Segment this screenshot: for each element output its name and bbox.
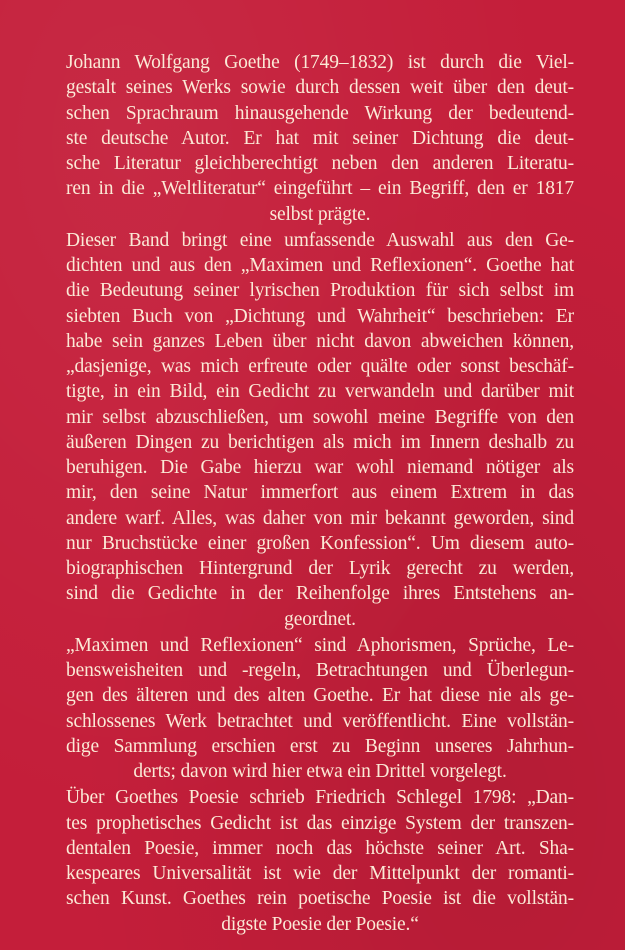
text-line: ren in die „Weltliteratur“ eingeführt – ein Begriff, den er 1817 — [66, 178, 574, 200]
text-line: sind die Gedichte in der Reihenfolge ihres Entstehens an- — [66, 583, 574, 605]
text-line: schen Kunst. Goethes rein poetische Poesie ist die vollstän- — [66, 888, 574, 910]
text-line: äußeren Dingen zu berichtigen als mich im Innern deshalb zu — [66, 431, 574, 453]
text-line: Johann Wolfgang Goethe (1749–1832) ist durch die Viel- — [66, 52, 574, 73]
text-line: selbst prägte. — [269, 203, 371, 225]
text-line: bensweisheiten und -regeln, Betrachtungen und Überlegun- — [66, 660, 574, 681]
text-line: tigte, in ein Bild, ein Gedicht zu verwandeln und darüber mit — [66, 381, 574, 403]
text-line: sche Literatur gleichberechtigt neben den anderen Literatu- — [66, 153, 574, 174]
text-line: Über Goethes Poesie schrieb Friedrich Schlegel 1798: „Dan- — [66, 787, 574, 809]
text-line: gen des älteren und des alten Goethe. Er hat diese nie als ge- — [66, 685, 574, 707]
text-line: geordnet. — [284, 608, 356, 630]
text-line: tes prophetisches Gedicht ist das einzige System der transzen- — [66, 812, 574, 834]
text-line: dichten und aus den „Maximen und Reflexionen“. Goethe hat — [66, 255, 574, 276]
paragraph-schlegel-quote — [66, 785, 574, 937]
text-line: mir selbst abzuschließen, um sowohl meine Begriffe von den — [66, 406, 574, 428]
text-line: dentalen Poesie, immer noch das höchste seiner Art. Sha- — [66, 837, 574, 859]
text-line: andere warf. Alles, was daher von mir bekannt geworden, sind — [66, 507, 574, 529]
text-line: ste deutsche Autor. Er hat mit seiner Dichtung die deut- — [66, 127, 574, 149]
back-cover-text — [66, 50, 574, 937]
text-line: digste Poesie der Poesie.“ — [221, 913, 419, 935]
text-line: gestalt seines Werks sowie durch dessen weit über den deut- — [66, 77, 574, 99]
text-line: biographischen Hintergrund der Lyrik gerecht zu werden, — [66, 558, 574, 579]
paragraph-selection — [66, 228, 574, 632]
text-line: Dieser Band bringt eine umfassende Auswahl aus den Ge- — [66, 229, 574, 251]
text-line: dige Sammlung erschien erst zu Beginn unseres Jahrhun- — [66, 735, 574, 757]
text-line: schlossenes Werk betrachtet und veröffentlicht. Eine vollstän- — [66, 710, 574, 732]
text-line: beruhigen. Die Gabe hierzu war wohl niemand nötiger als — [66, 457, 574, 478]
text-line: nur Bruchstücke einer großen Konfession“. Um diesem auto- — [66, 532, 574, 554]
text-line: derts; davon wird hier etwa ein Drittel vorgelegt. — [133, 761, 507, 782]
paragraph-intro — [66, 50, 574, 227]
text-line: schen Sprachraum hinausgehende Wirkung der bedeutend- — [66, 102, 574, 124]
text-line: die Bedeutung seiner lyrischen Produktion für sich selbst im — [66, 280, 574, 302]
text-line: kespeares Universalität ist wie der Mittelpunkt der romanti- — [66, 863, 574, 884]
paragraph-maxims — [66, 633, 574, 785]
text-line: habe sein ganzes Leben über nicht davon abweichen können, — [66, 330, 574, 352]
text-line: mir, den seine Natur immerfort aus einem Extrem in das — [66, 482, 574, 504]
text-line: siebten Buch von „Dichtung und Wahrheit“ beschrieben: Er — [66, 305, 574, 327]
text-line: „dasjenige, was mich erfreute oder quälte oder sonst beschäf- — [66, 356, 574, 377]
text-line: „Maximen und Reflexionen“ sind Aphorismen, Sprüche, Le- — [66, 634, 574, 656]
